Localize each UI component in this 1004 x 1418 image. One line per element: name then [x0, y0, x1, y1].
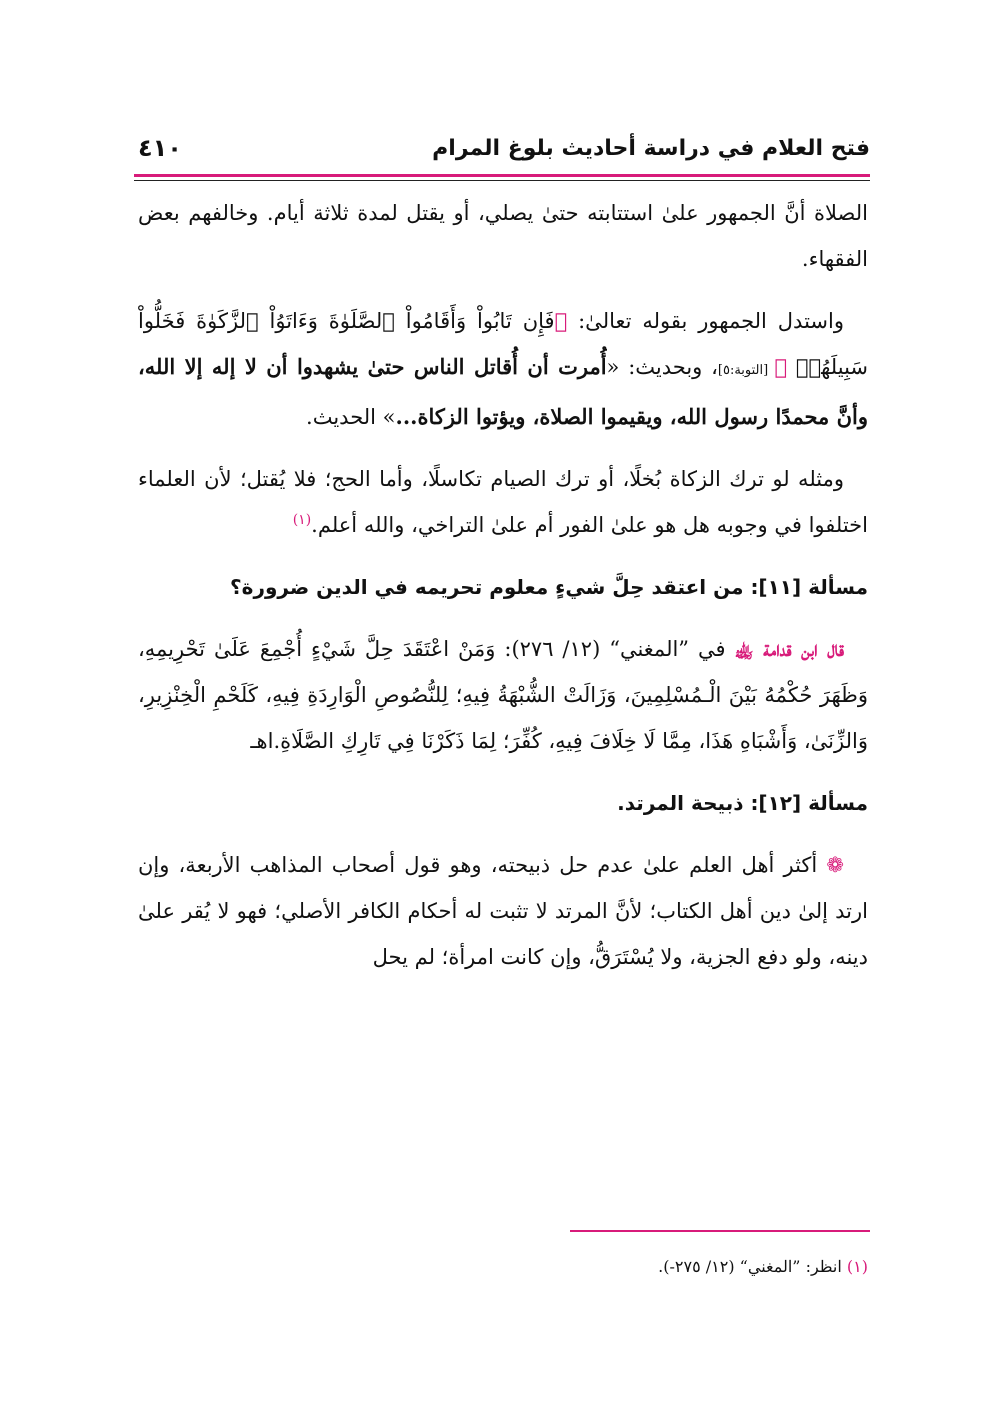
running-header [138, 126, 870, 170]
verse-reference: [التوبة:٥] [717, 363, 775, 378]
quran-verse: فَإِن تَابُواْ وَأَقَامُواْ ٱلصَّلَوٰةَ وَءَاتَوُاْ ٱلزَّكَوٰةَ فَخَلُّواْ سَبِيلَهُمۡ [138, 309, 868, 379]
footnote-text: انظر: ”المغني“ (١٢/ ٢٧٥-). [658, 1257, 847, 1276]
section-heading-12: مسألة [١٢]: ذبيحة المرتد. [617, 791, 868, 815]
quran-close-bracket: ﴾ [774, 355, 788, 379]
book-title: فتح العلام في دراسة أحاديث بلوغ المرام [432, 135, 870, 161]
speaker-name: قال ابن قدامة ﵀ [734, 636, 844, 661]
header-rule-accent [134, 174, 870, 177]
paragraph-4 [138, 626, 868, 764]
p3-text: ومثله لو ترك الزكاة بُخلًا، أو ترك الصيام تكاسلًا، وأما الحج؛ فلا يُقتل؛ لأن العلماء اختلفوا في وجوبه هل هو علىٰ الفور أم علىٰ التراخي، والله أعلم. [138, 467, 868, 537]
page-body [138, 190, 868, 996]
paragraph-2 [138, 298, 868, 440]
footnote-separator [570, 1230, 870, 1232]
page-number: ٤١٠ [138, 134, 182, 162]
paragraph-5 [138, 842, 868, 980]
footnote-number: (١) [846, 1257, 868, 1276]
quoted-text: وَمَنْ اعْتَقَدَ حِلَّ شَيْءٍ أُجْمِعَ عَلَىٰ تَحْرِيمِهِ، وَظَهَرَ حُكْمُهُ بَيْنَ الْـمُسْلِمِينَ، وَزَالَتْ الشُّبْهَةُ فِيهِ؛ لِلنُّصُوصِ الْوَارِدَةِ فِيهِ، كَلَحْمِ الْخِنْزِيرِ، وَالزِّنَىٰ، وَأَشْبَاهِ هَذَا، مِمَّا لَا خِلَافَ فِيهِ، كُفِّرَ؛ لِمَا ذَكَرْنَا فِي تَارِكِ الصَّلَاةِ. [138, 637, 868, 753]
quote-end: اهـ [250, 729, 274, 753]
quran-open-bracket: ﴿ [554, 309, 568, 333]
footnote [138, 1254, 868, 1280]
paragraph-3 [138, 456, 868, 548]
p2-mid: ، وبحديث: « [606, 355, 718, 379]
source-citation: في ”المغني“ (١٢/ ٢٧٦): [495, 637, 735, 661]
footnote-reference: (١) [292, 512, 312, 528]
paragraph-1: الصلاة أنَّ الجمهور علىٰ استتابته حتىٰ يصلي، أو يقتل لمدة ثلاثة أيام. وخالفهم بعض الفقهاء. [138, 201, 868, 271]
header-rule [134, 180, 870, 181]
hadith-text: أُمرت أن أُقاتل الناس حتىٰ يشهدوا أن لا إله إلا الله، وأنَّ محمدًا رسول الله، ويقيموا الصلاة، ويؤتوا الزكاة... [138, 354, 868, 429]
section-heading-11: مسألة [١١]: من اعتقد حِلَّ شيءٍ معلوم تحريمه في الدين ضرورة؟ [230, 575, 868, 599]
p5-text: أكثر أهل العلم علىٰ عدم حل ذبيحته، وهو قول أصحاب المذاهب الأربعة، وإن ارتد إلىٰ دين أهل الكتاب؛ لأنَّ المرتد لا تثبت له أحكام الكافر الأصلي؛ فهو لا يُقر علىٰ دينه، ولو دفع الجزية، ولا يُسْتَرَقُّ، وإن كانت امرأة؛ لم يحل [138, 853, 868, 969]
p2-intro: واستدل الجمهور بقوله تعالىٰ: [567, 309, 844, 333]
p2-end: » الحديث. [306, 405, 396, 429]
flower-bullet-icon: ❁ [826, 853, 844, 877]
